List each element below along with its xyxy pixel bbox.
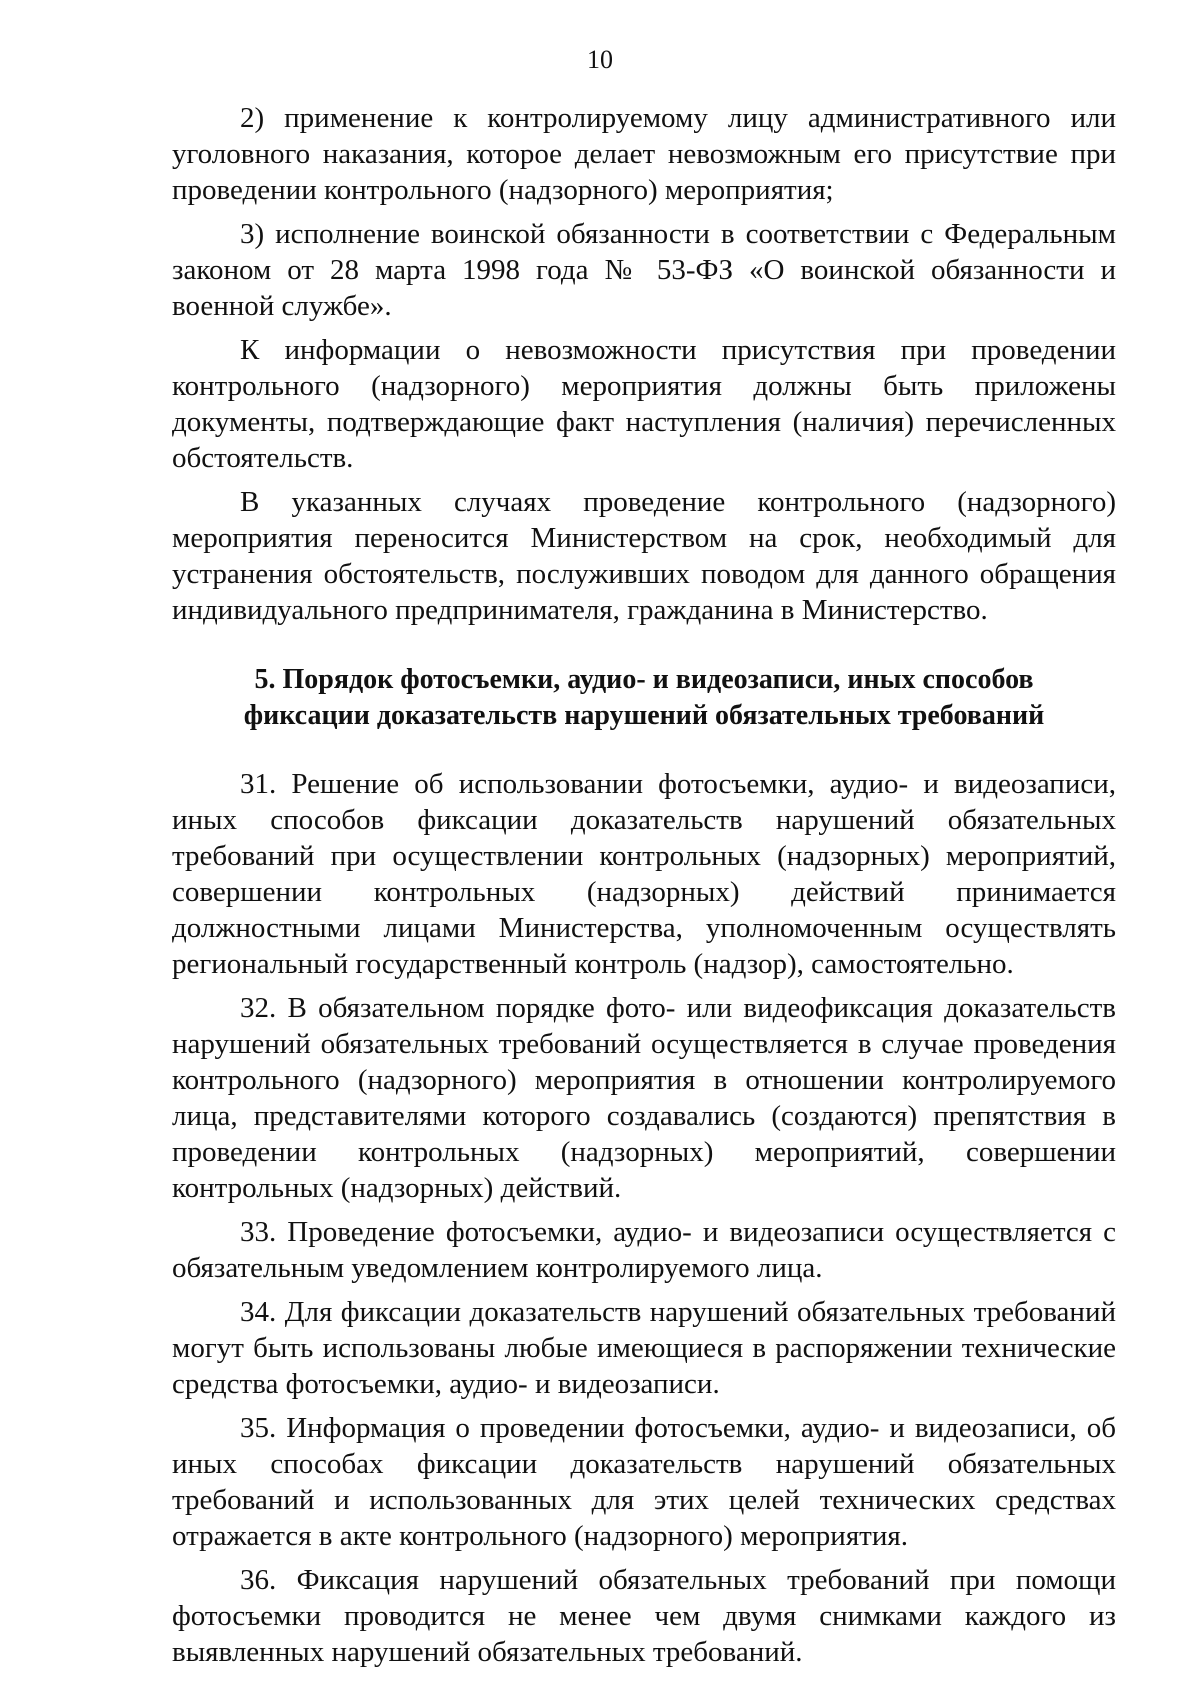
paragraph-33: 33. Проведение фотосъемки, аудио- и видеозаписи осуществляется с обязательным уведомлением контролируемого лица.	[172, 1216, 1116, 1284]
document-body	[172, 100, 1116, 1670]
paragraph-documents: К информации о невозможности присутствия при проведении контрольного (надзорного) мероприятия должны быть приложены документы, подтверждающие факт наступления (наличия) перечисленных обстоятельств.	[172, 334, 1116, 474]
paragraph-36: 36. Фиксация нарушений обязательных требований при помощи фотосъемки проводится не менее чем двумя снимками каждого из выявленных нарушений обязательных требований.	[172, 1564, 1116, 1668]
paragraph-item-3: 3) исполнение воинской обязанности в соответствии с Федеральным законом от 28 марта 1998 года № 53-ФЗ «О воинской обязанности и военной службе».	[172, 218, 1116, 322]
section-heading	[172, 662, 1116, 734]
paragraph-31: 31. Решение об использовании фотосъемки, аудио- и видеозаписи, иных способов фиксации доказательств нарушений обязательных требований при осуществлении контрольных (надзорных) мероприятий, совершении контрольных (надзорных) действий принимается должностными лицами Министерства, уполномоченным осуществлять региональный государственный контроль (надзор), самостоятельно.	[172, 768, 1116, 980]
paragraph-item-2: 2) применение к контролируемому лицу административного или уголовного наказания, которое делает невозможным его присутствие при проведении контрольного (надзорного) мероприятия;	[172, 102, 1116, 206]
paragraph-32: 32. В обязательном порядке фото- или видеофиксация доказательств нарушений обязательных требований осуществляется в случае проведения контрольного (надзорного) мероприятия в отношении контролируемого лица, представителями которого создавались (создаются) препятствия в проведении контрольных (надзорных) мероприятий, совершении контрольных (надзорных) действий.	[172, 992, 1116, 1204]
paragraph-35: 35. Информация о проведении фотосъемки, аудио- и видеозаписи, об иных способах фиксации доказательств нарушений обязательных требований и использованных для этих целей технических средствах отражается в акте контрольного (надзорного) мероприятия.	[172, 1412, 1116, 1552]
paragraph-34: 34. Для фиксации доказательств нарушений обязательных требований могут быть использованы любые имеющиеся в распоряжении технические средства фотосъемки, аудио- и видеозаписи.	[172, 1296, 1116, 1400]
section-heading-line-1: 5. Порядок фотосъемки, аудио- и видеозаписи, иных способов	[254, 664, 1034, 695]
paragraph-postponement: В указанных случаях проведение контрольного (надзорного) мероприятия переносится Министерством на срок, необходимый для устранения обстоятельств, послуживших поводом для данного обращения индивидуального предпринимателя, гражданина в Министерство.	[172, 486, 1116, 626]
section-heading-line-2: фиксации доказательств нарушений обязательных требований	[243, 700, 1045, 731]
page-number: 10	[587, 45, 613, 74]
